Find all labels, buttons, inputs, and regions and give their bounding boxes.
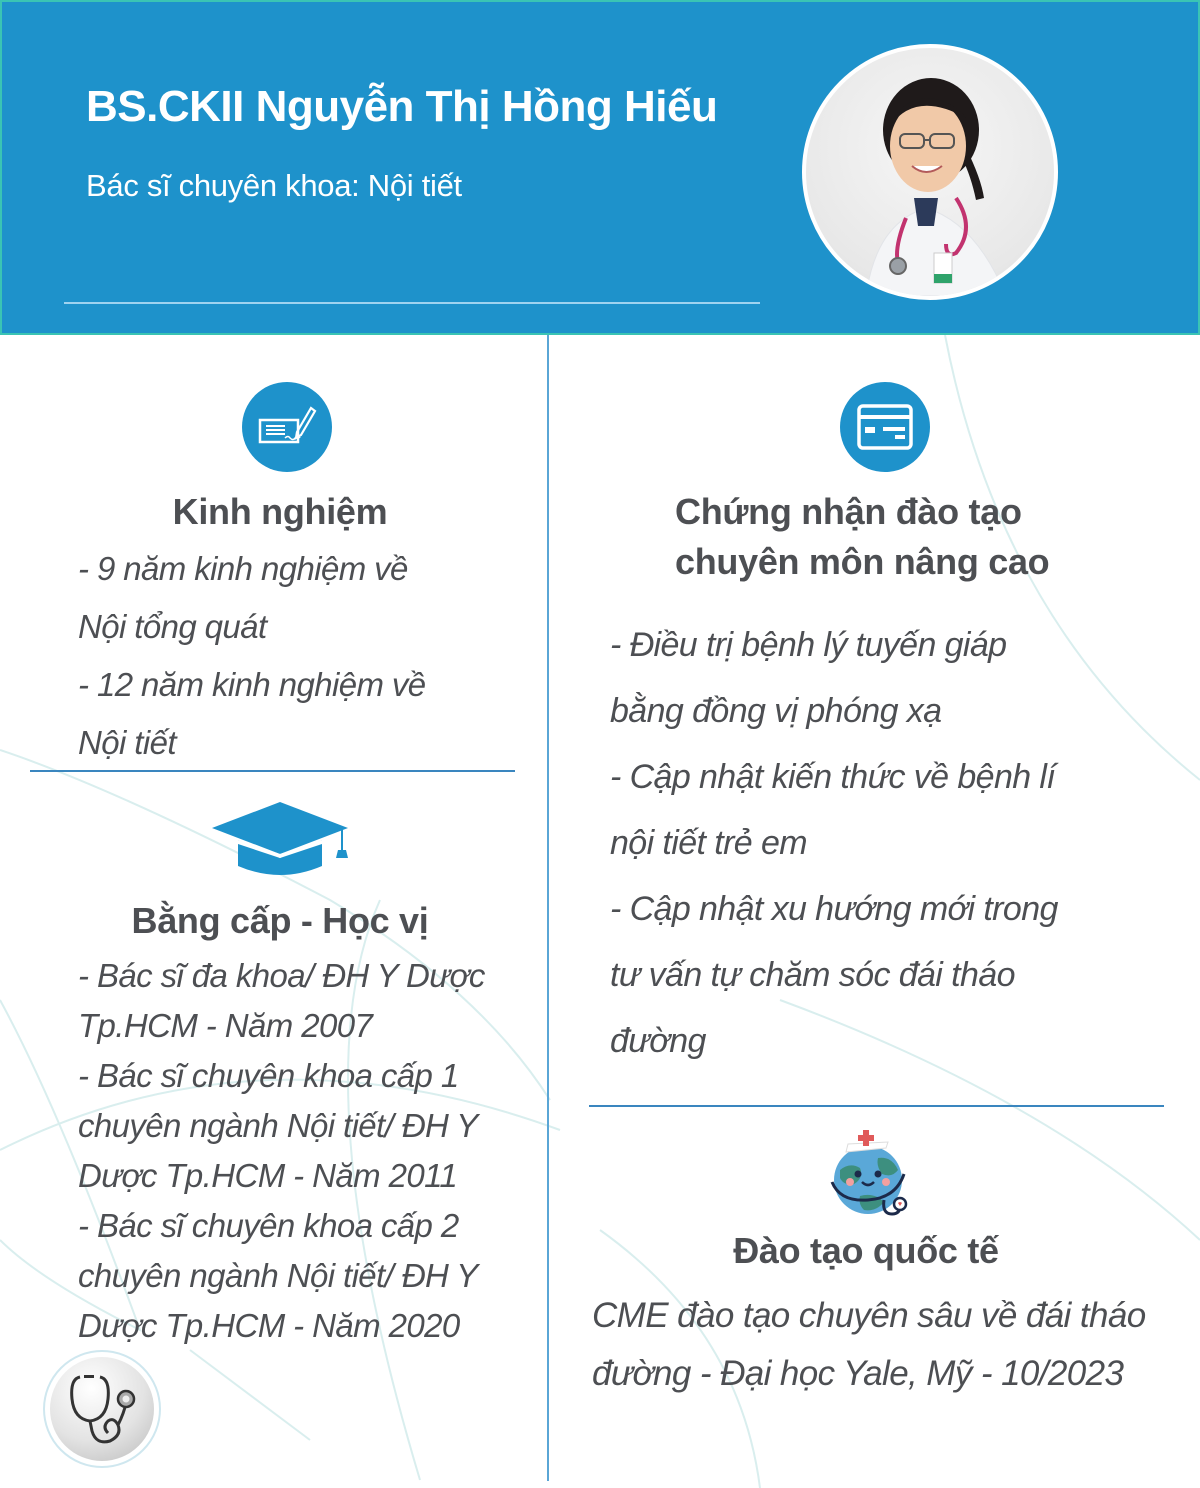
degrees-line: chuyên ngành Nội tiết/ ĐH Y — [78, 1257, 478, 1294]
column-divider — [547, 335, 549, 1481]
experience-line: - 12 năm kinh nghiệm về — [78, 666, 426, 703]
degrees-line: Tp.HCM - Năm 2007 — [78, 1007, 373, 1044]
degrees-icon-wrap — [210, 800, 350, 880]
experience-icon-badge — [242, 382, 332, 472]
certifications-list — [610, 612, 1058, 1074]
degrees-list — [78, 951, 485, 1351]
header-divider — [64, 302, 760, 304]
cheque-signature-icon — [257, 402, 317, 452]
card-icon — [855, 402, 915, 452]
certifications-line: nội tiết trẻ em — [610, 824, 807, 862]
certifications-line: bằng đồng vị phóng xạ — [610, 692, 942, 730]
stethoscope-icon — [62, 1369, 142, 1449]
certifications-line: - Cập nhật xu hướng mới trong — [610, 890, 1058, 928]
certifications-line: tư vấn tự chăm sóc đái tháo — [610, 956, 1015, 994]
degrees-line: chuyên ngành Nội tiết/ ĐH Y — [78, 1107, 478, 1144]
degrees-line: - Bác sĩ đa khoa/ ĐH Y Dược — [78, 957, 485, 994]
certifications-line: - Cập nhật kiến thức về bệnh lí — [610, 758, 1056, 796]
degrees-line: Dược Tp.HCM - Năm 2020 — [78, 1307, 460, 1344]
experience-line: Nội tiết — [78, 724, 176, 761]
experience-line: Nội tổng quát — [78, 608, 267, 645]
globe-nurse-icon — [820, 1122, 920, 1222]
international-title: Đào tạo quốc tế — [733, 1230, 999, 1271]
degrees-title: Bằng cấp - Học vị — [131, 900, 429, 941]
avatar — [802, 44, 1058, 300]
certifications-title-line1: Chứng nhận đào tạo — [675, 491, 1022, 532]
international-line: đường - Đại học Yale, Mỹ - 10/2023 — [592, 1354, 1124, 1393]
certifications-line: đường — [610, 1022, 706, 1060]
international-list — [592, 1287, 1146, 1403]
profile-header — [0, 0, 1200, 335]
international-icon-wrap — [820, 1122, 920, 1222]
certifications-icon-badge — [840, 382, 930, 472]
doctor-specialty: Bác sĩ chuyên khoa: Nội tiết — [86, 168, 462, 203]
experience-list — [78, 540, 426, 772]
degrees-line: - Bác sĩ chuyên khoa cấp 1 — [78, 1057, 459, 1094]
degrees-line: - Bác sĩ chuyên khoa cấp 2 — [78, 1207, 459, 1244]
certifications-line: - Điều trị bệnh lý tuyến giáp — [610, 626, 1007, 664]
doctor-name: BS.CKII Nguyễn Thị Hồng Hiếu — [86, 82, 718, 131]
experience-title: Kinh nghiệm — [172, 491, 388, 532]
international-line: CME đào tạo chuyên sâu về đái tháo — [592, 1296, 1146, 1335]
stethoscope-badge — [43, 1350, 161, 1468]
degrees-line: Dược Tp.HCM - Năm 2011 — [78, 1157, 458, 1194]
certifications-divider — [589, 1105, 1164, 1107]
certifications-title — [600, 487, 1152, 587]
certifications-title-line2: chuyên môn nâng cao — [675, 541, 1050, 582]
graduation-cap-icon — [210, 800, 350, 880]
experience-line: - 9 năm kinh nghiệm về — [78, 550, 408, 587]
experience-divider — [30, 770, 515, 772]
doctor-portrait-icon — [806, 48, 1054, 296]
